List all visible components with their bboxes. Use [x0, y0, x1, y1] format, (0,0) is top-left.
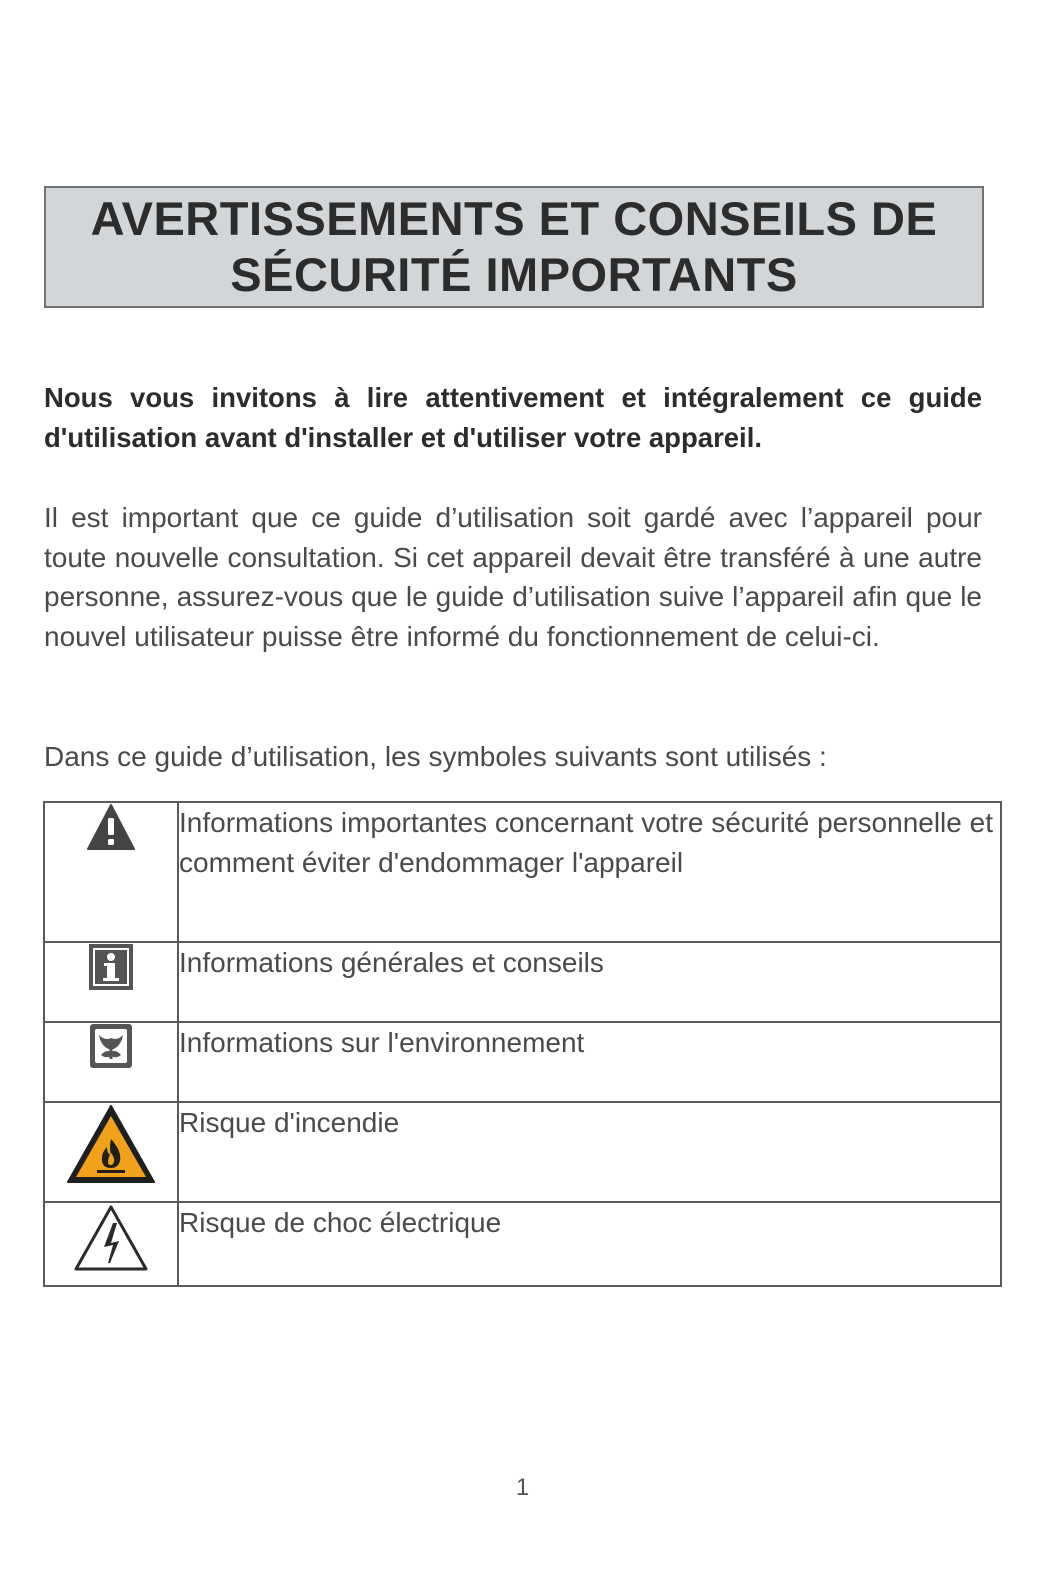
symbol-description: Risque de choc électrique	[178, 1202, 1001, 1286]
symbol-row-info	[44, 942, 1001, 1022]
guide-paragraph: Il est important que ce guide d’utilisation soit gardé avec l’appareil pour toute nouvelle consultation. Si cet appareil devait être transféré à une autre personne, assurez-vous que le guide d’utilisation suive l’appareil afin que le nouvel utilisateur puisse être informé du fonctionnement de celui-ci.	[44, 502, 982, 652]
info-icon	[88, 943, 134, 991]
symbol-row-warning	[44, 802, 1001, 942]
symbol-icon-cell	[44, 1022, 178, 1102]
title-banner	[44, 186, 984, 308]
symbol-icon-cell	[44, 1202, 178, 1286]
symbol-icon-cell	[44, 1102, 178, 1202]
symbol-description: Risque d'incendie	[178, 1102, 1001, 1202]
symbol-icon-cell	[44, 942, 178, 1022]
symbol-row-environment	[44, 1022, 1001, 1102]
symbol-icon-cell	[44, 802, 178, 942]
environment-icon	[89, 1023, 133, 1069]
warning-icon	[86, 803, 136, 851]
symbols-table	[43, 801, 1002, 1287]
title-line-2: SÉCURITÉ IMPORTANTS	[230, 248, 798, 301]
symbol-description: Informations importantes concernant votre sécurité personnelle et comment éviter d'endommager l'appareil	[178, 802, 1001, 942]
symbols-intro-text: Dans ce guide d’utilisation, les symboles suivants sont utilisés :	[44, 741, 827, 772]
symbol-row-fire	[44, 1102, 1001, 1202]
fire-hazard-icon	[65, 1103, 157, 1185]
symbol-description: Informations sur l'environnement	[178, 1022, 1001, 1102]
symbol-description: Informations générales et conseils	[178, 942, 1001, 1022]
symbol-row-electric	[44, 1202, 1001, 1286]
electric-shock-icon	[73, 1203, 149, 1273]
title-line-1: AVERTISSEMENTS ET CONSEILS DE	[90, 192, 938, 245]
page-number: 1	[515, 1474, 530, 1501]
intro-bold-text: Nous vous invitons à lire attentivement et intégralement ce guide d'utilisation avant d'installer et d'utiliser votre appareil.	[44, 382, 982, 453]
